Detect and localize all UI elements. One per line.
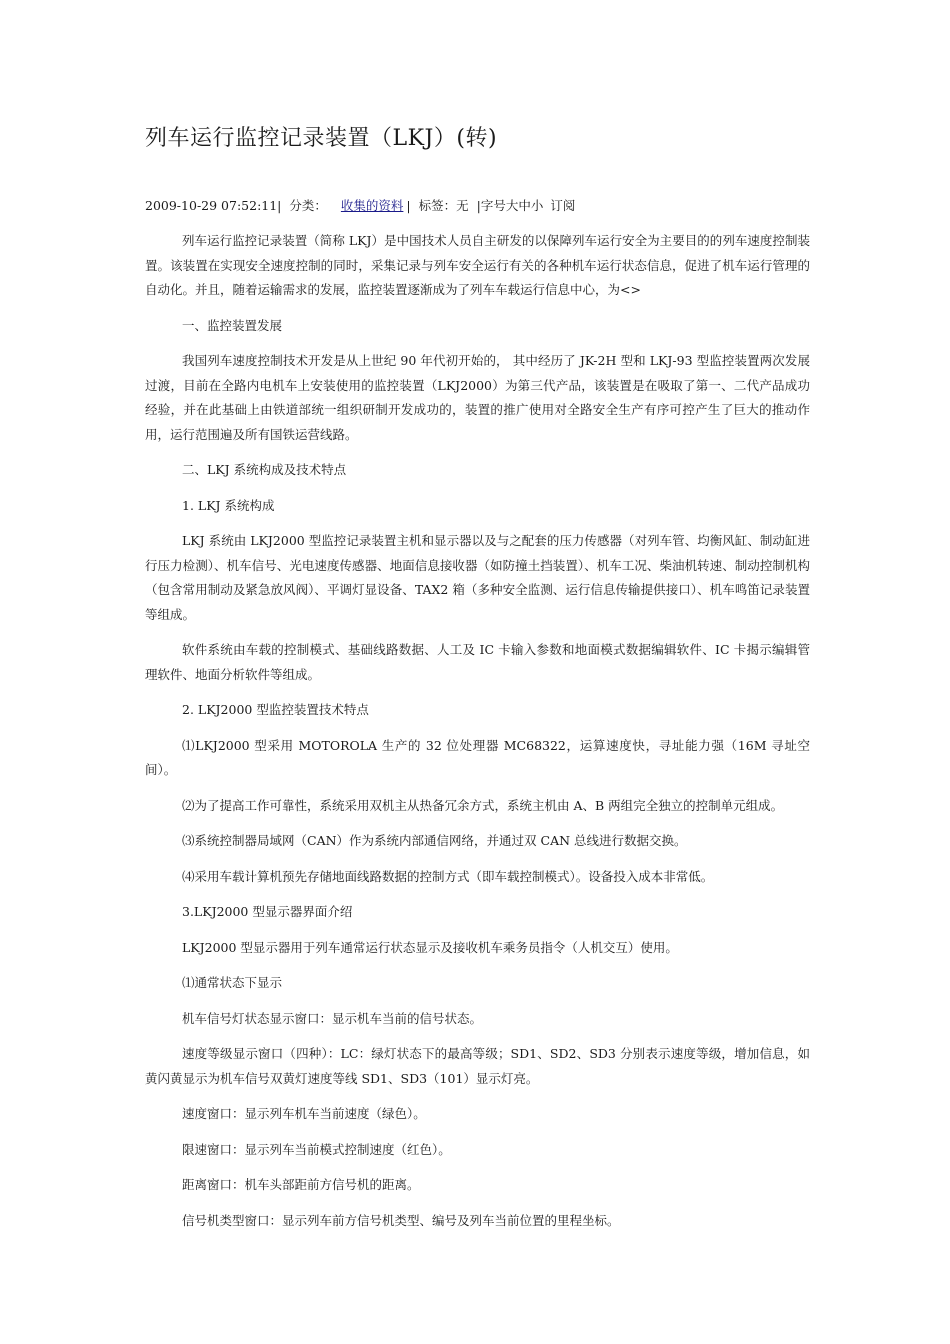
font-size-options[interactable]: |字号大中小 xyxy=(476,198,544,213)
paragraph: 列车运行监控记录装置（简称 LKJ）是中国技术人员自主研发的以保障列车运行安全为主要目的的列车速度控制装置。该装置在实现安全速度控制的同时，采集记录与列车安全运行有关的各种机车运行状态信息，促进了机车运行管理的自动化。并且，随着运输需求的发展，监控装置逐渐成为了列车车载运行信息中心，为<> xyxy=(145,233,810,297)
page-title: 列车运行监控记录装置（LKJ）(转) xyxy=(145,126,498,151)
meta-separator: | xyxy=(406,198,411,213)
article-body xyxy=(145,229,810,1244)
list-item: ⑷采用车载计算机预先存储地面线路数据的控制方式（即车载控制模式）。设备投入成本非常低。 xyxy=(182,868,714,884)
section-heading: 一、监控装置发展 xyxy=(182,317,283,333)
category-link[interactable]: 收集的资料 xyxy=(340,198,404,213)
list-item: ⑴LKJ2000 型采用 MOTOROLA 生产的 32 位处理器 MC68322，运算速度快，寻址能力强（16M 寻址空间）。 xyxy=(145,737,810,777)
subsection-heading: 3.LKJ2000 型显示器界面介绍 xyxy=(182,904,353,919)
subsection-heading: 2. LKJ2000 型监控装置技术特点 xyxy=(182,702,369,717)
post-datetime: 2009-10-29 07:52:11| xyxy=(145,198,282,213)
paragraph: 距离窗口：机车头部距前方信号机的距离。 xyxy=(182,1177,420,1192)
tags-label: 标签：无 xyxy=(418,198,469,213)
paragraph: 机车信号灯状态显示窗口：显示机车当前的信号状态。 xyxy=(182,1010,483,1026)
list-item: ⑴通常状态下显示 xyxy=(182,975,283,990)
post-meta xyxy=(145,196,575,214)
paragraph: LKJ2000 型显示器用于列车通常运行状态显示及接收机车乘务员指令（人机交互）使用。 xyxy=(182,939,678,955)
list-item: ⑶系统控制器局域网（CAN）作为系统内部通信网络，并通过双 CAN 总线进行数据交换。 xyxy=(182,833,687,848)
subscribe-link[interactable]: 订阅 xyxy=(550,198,576,213)
list-item: ⑵为了提高工作可靠性，系统采用双机主从热备冗余方式，系统主机由 A、B 两组完全独立的控制单元组成。 xyxy=(182,797,784,813)
paragraph: LKJ 系统由 LKJ2000 型监控记录装置主机和显示器以及与之配套的压力传感器（对列车管、均衡风缸、制动缸进行压力检测）、机车信号、光电速度传感器、地面信息接收器（如防撞土挡装置）、机车工况、柴油机转速、制动控制机构（包含常用制动及紧急放风阀）、平调灯显设备、TAX2 箱（多种安全监测、运行信息传输提供接口）、机车鸣笛记录装置等组成。 xyxy=(145,533,810,622)
paragraph: 速度等级显示窗口（四种）：LC：绿灯状态下的最高等级；SD1、SD2、SD3 分别表示速度等级，增加信息，如黄闪黄显示为机车信号双黄灯速度等线 SD1、SD3（101）显示灯亮。 xyxy=(145,1046,810,1086)
paragraph: 信号机类型窗口：显示列车前方信号机类型、编号及列车当前位置的里程坐标。 xyxy=(182,1212,620,1228)
paragraph: 限速窗口：显示列车当前模式控制速度（红色）。 xyxy=(182,1141,451,1157)
paragraph: 速度窗口：显示列车机车当前速度（绿色）。 xyxy=(182,1106,426,1121)
paragraph: 软件系统由车载的控制模式、基础线路数据、人工及 IC 卡输入参数和地面模式数据编辑软件、IC 卡揭示编辑管理软件、地面分析软件等组成。 xyxy=(145,642,810,682)
category-label: 分类： xyxy=(289,198,327,213)
section-heading: 二、LKJ 系统构成及技术特点 xyxy=(182,462,347,477)
subsection-heading: 1. LKJ 系统构成 xyxy=(182,497,275,513)
paragraph: 我国列车速度控制技术开发是从上世纪 90 年代初开始的， 其中经历了 JK-2H 型和 LKJ-93 型监控装置两次发展过渡，目前在全路内电机车上安装使用的监控装置（LKJ2000）为第三代产品，该装置是在吸取了第一、二代产品成功经验，并在此基础上由铁道部统一组织研制开发成功的，装置的推广使用对全路安全生产有序可控产生了巨大的推动作用，运行范围遍及所有国铁运营线路。 xyxy=(145,353,810,442)
